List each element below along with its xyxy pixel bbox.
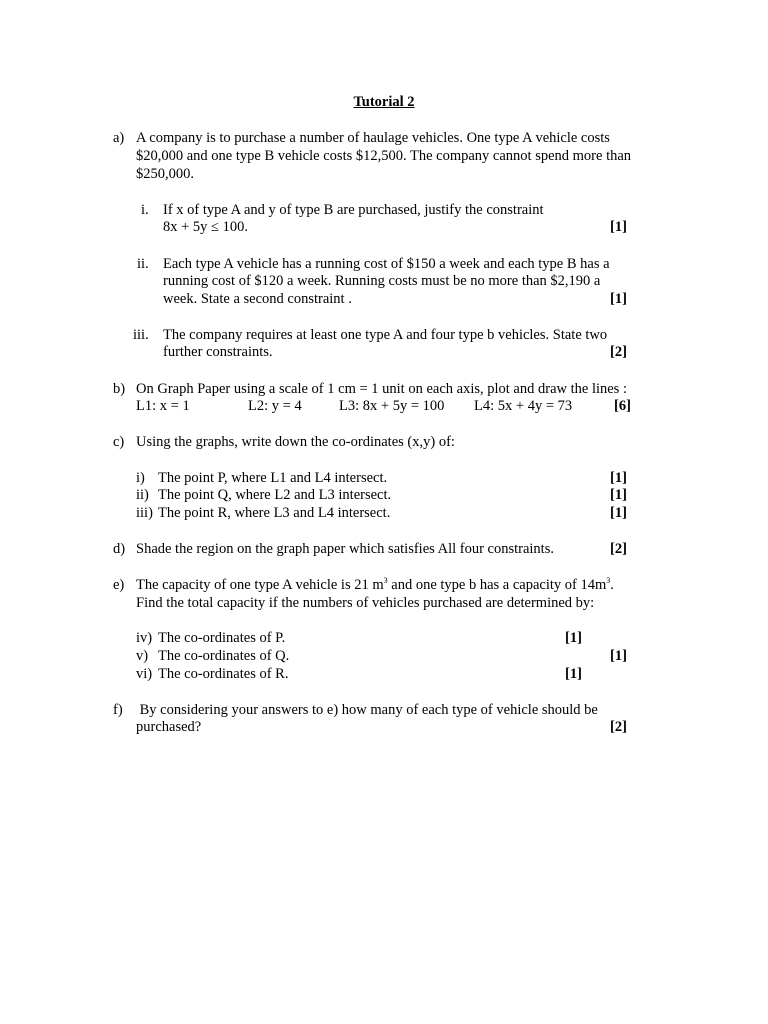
question-e-iv-label: iv) xyxy=(136,630,153,646)
question-e-line-2: Find the total capacity if the numbers of vehicles purchased are determined by: xyxy=(136,595,595,611)
question-c-iii-label: iii) xyxy=(136,505,153,521)
question-a-ii-line-3: week. State a second constraint . xyxy=(163,291,352,307)
question-a-i-mark: [1] xyxy=(610,219,627,235)
question-e-vi-text: The co-ordinates of R. xyxy=(158,666,289,682)
question-a-i-label: i. xyxy=(141,202,149,218)
question-f-label: f) xyxy=(113,702,123,718)
question-a-ii-line-1: Each type A vehicle has a running cost of $150 a week and each type B has a xyxy=(163,256,610,272)
question-e-line-1-part-b: and one type b has a capacity of 14m xyxy=(387,577,607,593)
question-d-label: d) xyxy=(113,541,126,557)
question-e-iv-mark: [1] xyxy=(565,630,582,646)
question-c-ii-label: ii) xyxy=(136,487,149,503)
question-a-label: a) xyxy=(113,130,125,146)
question-b-mark: [6] xyxy=(614,398,631,414)
question-c-i-text: The point P, where L1 and L4 intersect. xyxy=(158,470,388,486)
question-a-ii-mark: [1] xyxy=(610,291,627,307)
question-d-line: Shade the region on the graph paper which satisfies All four constraints. xyxy=(136,541,554,557)
question-c-iii-text: The point R, where L3 and L4 intersect. xyxy=(158,505,391,521)
question-b-line-1: On Graph Paper using a scale of 1 cm = 1 unit on each axis, plot and draw the lines : xyxy=(136,381,627,397)
question-e-label: e) xyxy=(113,577,125,593)
question-e-v-text: The co-ordinates of Q. xyxy=(158,648,290,664)
question-a-iii-line-2: further constraints. xyxy=(163,344,273,360)
question-d-mark: [2] xyxy=(610,541,627,557)
question-e-vi-mark: [1] xyxy=(565,666,582,682)
question-f-mark: [2] xyxy=(610,719,627,735)
line-l2: L2: y = 4 xyxy=(248,398,302,414)
question-a-iii-label: iii. xyxy=(133,327,149,343)
question-a-line-2: $20,000 and one type B vehicle costs $12,500. The company cannot spend more than xyxy=(136,148,632,164)
line-l3: L3: 8x + 5y = 100 xyxy=(339,398,445,414)
question-e-line-1-part-a: The capacity of one type A vehicle is 21 m xyxy=(136,577,384,593)
question-c-ii-text: The point Q, where L2 and L3 intersect. xyxy=(158,487,392,503)
question-a-i-line-1: If x of type A and y of type B are purchased, justify the constraint xyxy=(163,202,544,218)
question-a-ii-line-2: running cost of $120 a week. Running costs must be no more than $2,190 a xyxy=(163,273,601,289)
question-a-line-3: $250,000. xyxy=(136,166,194,182)
question-a-line-1: A company is to purchase a number of haulage vehicles. One type A vehicle costs xyxy=(136,130,610,146)
question-a-i-line-2: 8x + 5y ≤ 100. xyxy=(163,219,249,235)
question-c-iii-mark: [1] xyxy=(610,505,627,521)
question-c-i-mark: [1] xyxy=(610,470,627,486)
question-a-iii-line-1: The company requires at least one type A and four type b vehicles. State two xyxy=(163,327,608,343)
question-f-line-1: By considering your answers to e) how many of each type of vehicle should be xyxy=(136,702,598,718)
line-l1: L1: x = 1 xyxy=(136,398,190,414)
line-l4: L4: 5x + 4y = 73 xyxy=(474,398,573,414)
question-e-v-label: v) xyxy=(136,648,149,664)
question-e-vi-label: vi) xyxy=(136,666,153,682)
question-f-line-2: purchased? xyxy=(136,719,202,735)
question-a-iii-mark: [2] xyxy=(610,344,627,360)
question-c-line: Using the graphs, write down the co-ordinates (x,y) of: xyxy=(136,434,455,450)
question-e-line-1-part-c: . xyxy=(610,577,614,593)
question-c-i-label: i) xyxy=(136,470,145,486)
question-a-ii-label: ii. xyxy=(137,256,149,272)
page-title: Tutorial 2 xyxy=(353,94,415,110)
cubic-superscript-2: 3 xyxy=(606,576,611,585)
question-e-line-1 xyxy=(136,576,614,594)
question-e-iv-text: The co-ordinates of P. xyxy=(158,630,286,646)
question-c-label: c) xyxy=(113,434,125,450)
question-c-ii-mark: [1] xyxy=(610,487,627,503)
question-e-v-mark: [1] xyxy=(610,648,627,664)
cubic-superscript-1: 3 xyxy=(383,576,388,585)
question-b-label: b) xyxy=(113,381,126,397)
